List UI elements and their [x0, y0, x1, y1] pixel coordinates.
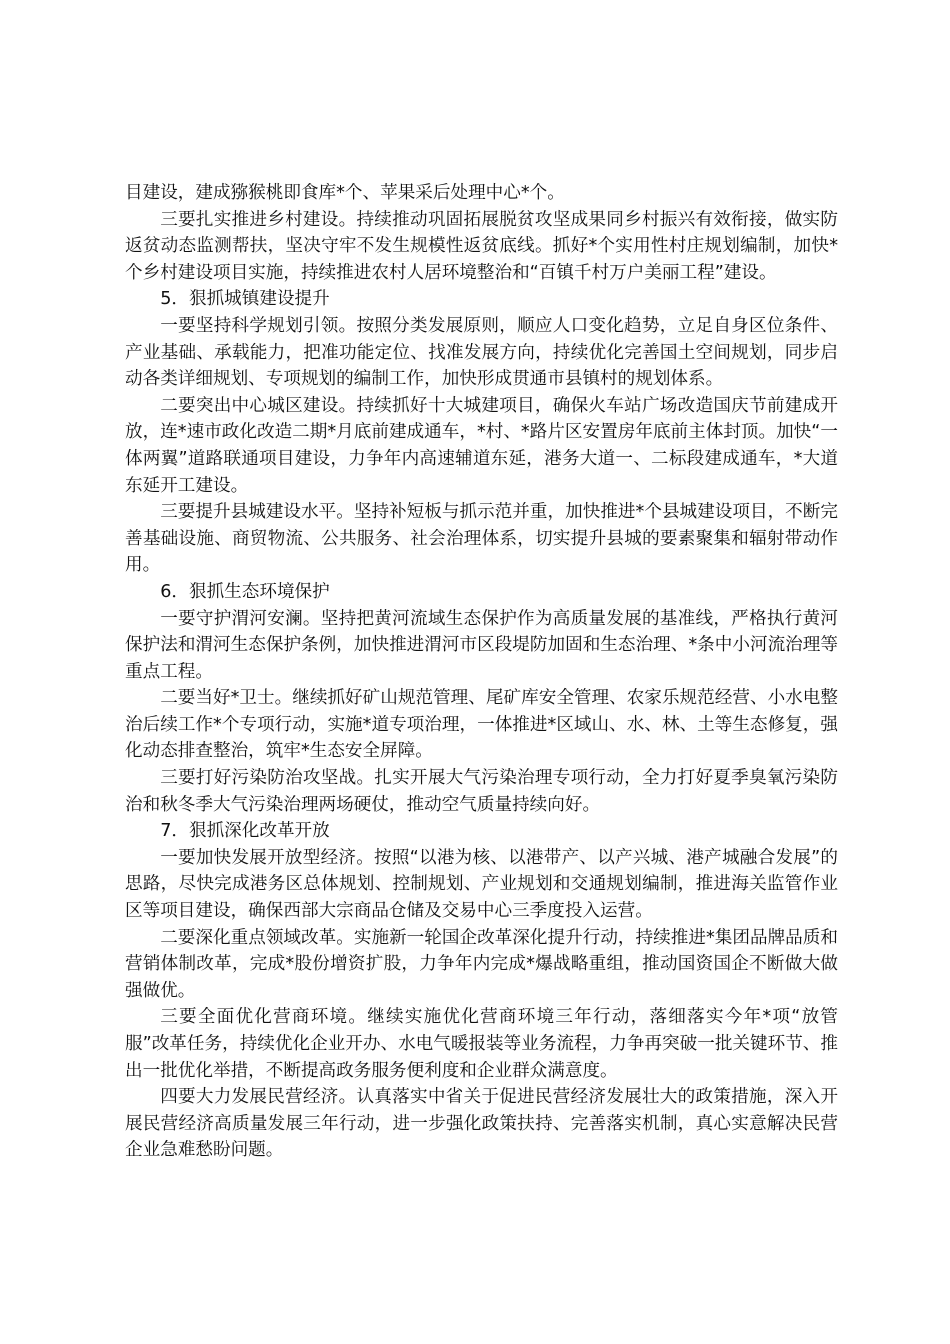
- paragraph-continuation: 目建设，建成猕猴桃即食库*个、苹果采后处理中心*个。: [125, 183, 565, 203]
- section-heading-5: 5．狠抓城镇建设提升: [160, 289, 330, 310]
- paragraph-county-town: 三要提升县城建设水平。坚持补短板与抓示范并重，加快推进*个县城建设项目，不断完善基础设施、商贸物流、公共服务、社会治理体系，切实提升县城的要素聚集和辐射带动作用。: [125, 502, 838, 576]
- paragraph-key-reform: 二要深化重点领域改革。实施新一轮国企改革深化提升行动，持续推进*集团品牌品质和营销体制改革，完成*股份增资扩股，力争年内完成*爆战略重组，推动国资国企不断做大做强做优。: [125, 927, 838, 1001]
- paragraph-planning: 一要坚持科学规划引领。按照分类发展原则，顺应人口变化趋势，立足自身区位条件、产业基础、承载能力，把准功能定位、找准发展方向，持续优化完善国土空间规划，同步启动各类详细规划、专项规划的编制工作，加快形成贯通市县镇村的规划体系。: [125, 315, 838, 390]
- paragraph-central-city: 二要突出中心城区建设。持续抓好十大城建项目，确保火车站广场改造国庆节前建成开放，连*速市政化改造二期*月底前建成通车，*村、*路片区安置房年底前主体封顶。加快“一体两翼”道路联通项目建设，力争年内高速辅道东延，港务大道一、二标段建成通车，*大道东延开工建设。: [125, 395, 838, 496]
- paragraph-private-economy: 四要大力发展民营经济。认真落实中省关于促进民营经济发展壮大的政策措施，深入开展民营经济高质量发展三年行动，进一步强化政策扶持、完善落实机制，真心实意解决民营企业急难愁盼问题。: [125, 1087, 838, 1161]
- paragraph-open-economy: 一要加快发展开放型经济。按照“以港为核、以港带产、以产兴城、港产城融合发展”的思路，尽快完成港务区总体规划、控制规划、产业规划和交通规划编制，推进海关监管作业区等项目建设，确保西部大宗商品仓储及交易中心三季度投入运营。: [125, 847, 838, 922]
- document-page: [125, 180, 838, 1164]
- section-heading-6: 6．狠抓生态环境保护: [160, 581, 330, 602]
- paragraph-rural-construction: 三要扎实推进乡村建设。持续推动巩固拓展脱贫攻坚成果同乡村振兴有效衔接，做实防返贫动态监测帮扶，坚决守牢不发生规模性返贫底线。抓好*个实用性村庄规划编制，加快*个乡村建设项目实施，持续推进农村人居环境整治和“百镇千村万户美丽工程”建设。: [125, 209, 838, 283]
- paragraph-business-environment: 三要全面优化营商环境。继续实施优化营商环境三年行动，落细落实今年*项“放管服”改革任务，持续优化企业开办、水电气暖报装等业务流程，力争再突破一批关键环节、推出一批优化举措，不断提高政务服务便利度和企业群众满意度。: [125, 1007, 838, 1081]
- section-heading-7: 7．狠抓深化改革开放: [160, 821, 330, 842]
- paragraph-guardian: 二要当好*卫士。继续抓好矿山规范管理、尾矿库安全管理、农家乐规范经营、小水电整治后续工作*个专项行动，实施*道专项治理，一体推进*区域山、水、林、土等生态修复，强化动态排查整治，筑牢*生态安全屏障。: [125, 688, 838, 762]
- paragraph-weihe-river: 一要守护渭河安澜。坚持把黄河流域生态保护作为高质量发展的基准线，严格执行黄河保护法和渭河生态保护条例，加快推进渭河市区段堤防加固和生态治理、*条中小河流治理等重点工程。: [125, 608, 838, 682]
- paragraph-pollution: 三要打好污染防治攻坚战。扎实开展大气污染治理专项行动，全力打好夏季臭氧污染防治和秋冬季大气污染治理两场硬仗，推动空气质量持续向好。: [125, 768, 838, 815]
